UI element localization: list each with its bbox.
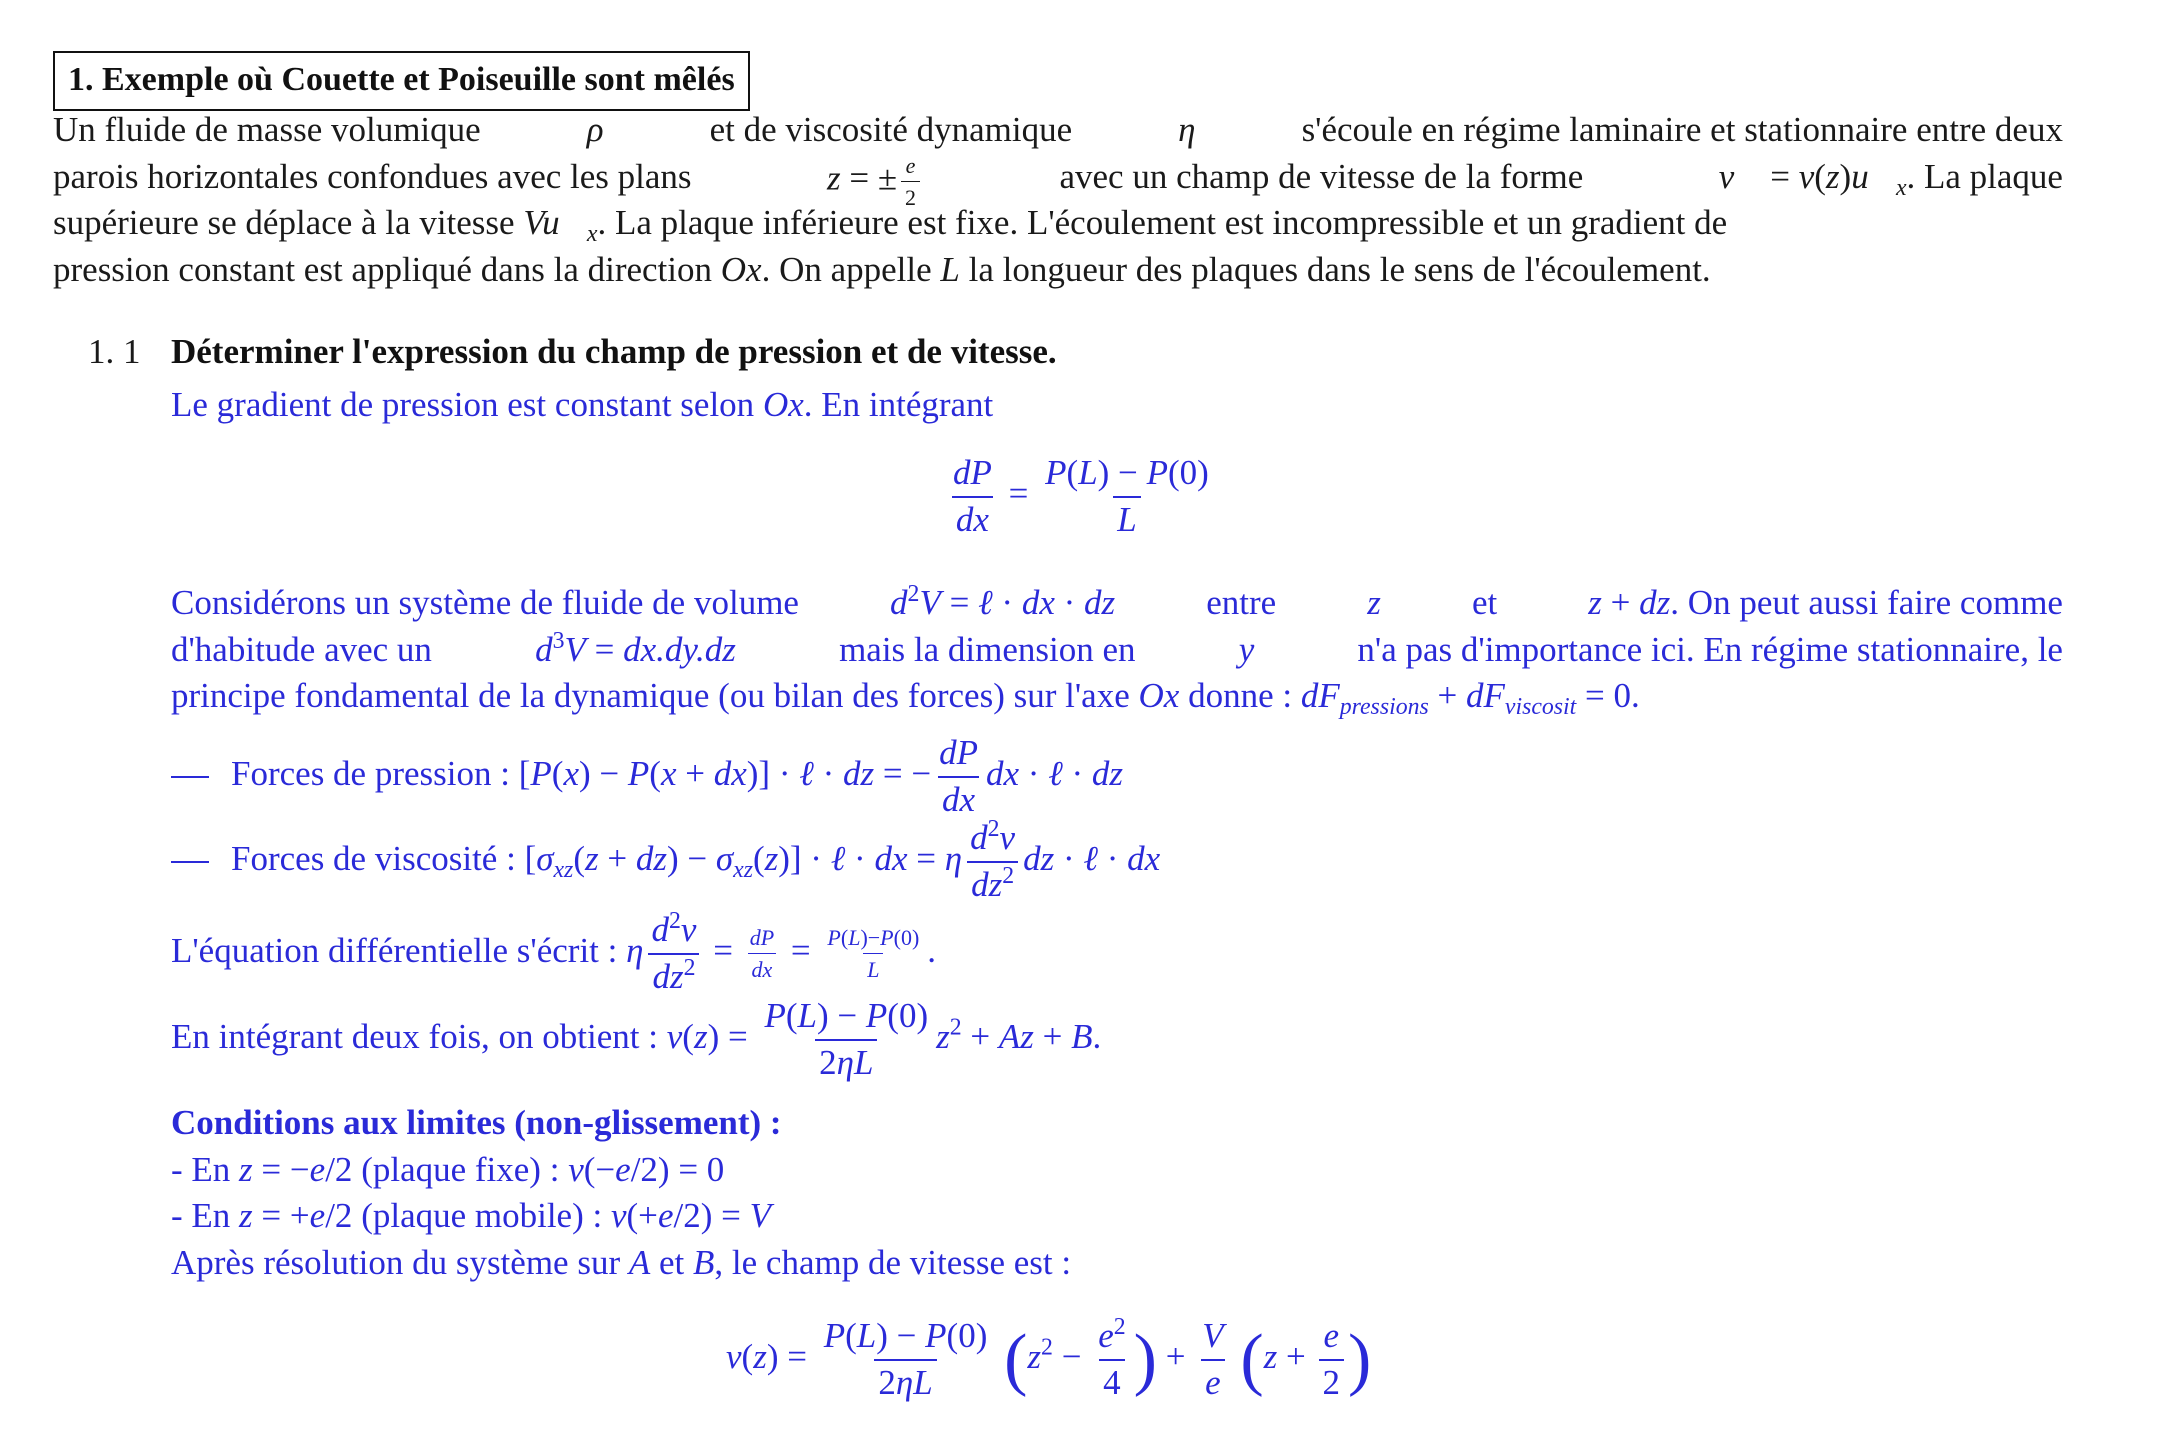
integration-line: En intégrant deux fois, on obtient : v(z) = $\frac{P(L) - P(0)}{2\eta L}$ $z^2 + Az + B$. <box>171 996 1102 1082</box>
intro-line-3: supérieure se déplace à la vitesse $Vu⃗_x$. La plaque inférieure est fixe. L'écoulement est incompressible et un gradient de <box>53 203 1728 248</box>
intro-line-2: parois horizontales confondues avec les plans z = ± $\frac{e}{2}$ avec un champ de vitesse de la forme v⃗ = $v(z)u⃗_x$. La plaque <box>53 152 2063 210</box>
intro-line-1: Un fluide de masse volumique ρ et de viscosité dynamique η s'écoule en régime laminaire et stationnaire entre deux <box>53 110 2063 149</box>
ode-line: L'équation différentielle s'écrit : η $\frac{d^2v}{dz^2}$ = $\frac{dP}{dx}$ = $\frac{P(L)-P(0)}{L}$ . <box>171 907 937 996</box>
section-title: 1. Exemple où Couette et Poiseuille sont mêlés <box>53 51 750 111</box>
final-velocity-equation: v(z) = $\frac{P(L) - P(0)}{2\eta L}$ ($z^2$ − $\frac{e^2}{4}$ ) + $\frac{V}{e}$ (z + $\frac{e}{2}$ ) <box>726 1313 1372 1402</box>
viscosity-forces-item: Forces de viscosité : $[\sigma_{xz}(z + dz) - \sigma_{xz}(z)]$ · ℓ · dx = η $\frac{d^2v}{dz^2}$ dz · ℓ · dx <box>171 820 1160 904</box>
question-text: Déterminer l'expression du champ de pression et de vitesse. <box>171 332 1057 371</box>
intro-paragraph <box>53 107 2063 293</box>
condition-fixed-plate: - En z = −e/2 (plaque fixe) : v(−e/2) = 0 <box>171 1149 725 1189</box>
resolution-sentence: Après résolution du système sur A et B, le champ de vitesse est : <box>171 1242 1072 1282</box>
condition-moving-plate: - En z = +e/2 (plaque mobile) : v(+e/2) = V <box>171 1196 771 1235</box>
boundary-conditions <box>171 1100 1071 1286</box>
velocity-field-form: v⃗ = $v(z)u⃗_x$. La plaque <box>1718 156 2063 201</box>
plane-equation: z = ± $\frac{e}{2}$ <box>827 154 924 201</box>
system-paragraph: Considérons un système de fluide de volume $d^2V$ = ℓ · dx · dz entre z et z + dz. On peut aussi faire comme d'habitude avec un $d^3V = dx.dy.dz$ mais la dimension en y n'a pas d'importance ici. En régime stationnaire, le principe fondamental de la dynamique (ou bilan des forces) sur l'axe Ox donne : $dF_{pressions} + dF_{viscosit} = 0$. <box>171 580 2063 721</box>
intro-line-4: pression constant est appliqué dans la direction Ox. On appelle L la longueur des plaques dans le sens de l'écoulement. <box>53 249 1711 289</box>
pressure-forces-item: Forces de pression : [P(x) − P(x + dx)] · ℓ · dz = − $\frac{dP}{dx}$ dx · ℓ · dz <box>171 735 1123 819</box>
conditions-title: Conditions aux limites (non-glissement) : <box>171 1103 782 1142</box>
gradient-equation: $\frac{dP}{dx}$ = $\frac{P(L) - P(0)}{L}$ <box>953 453 1209 539</box>
gradient-sentence: Le gradient de pression est constant selon Ox. En intégrant <box>171 385 994 424</box>
list-dash <box>171 776 209 778</box>
list-dash <box>171 861 209 863</box>
question-number: 1. 1 <box>88 332 141 371</box>
